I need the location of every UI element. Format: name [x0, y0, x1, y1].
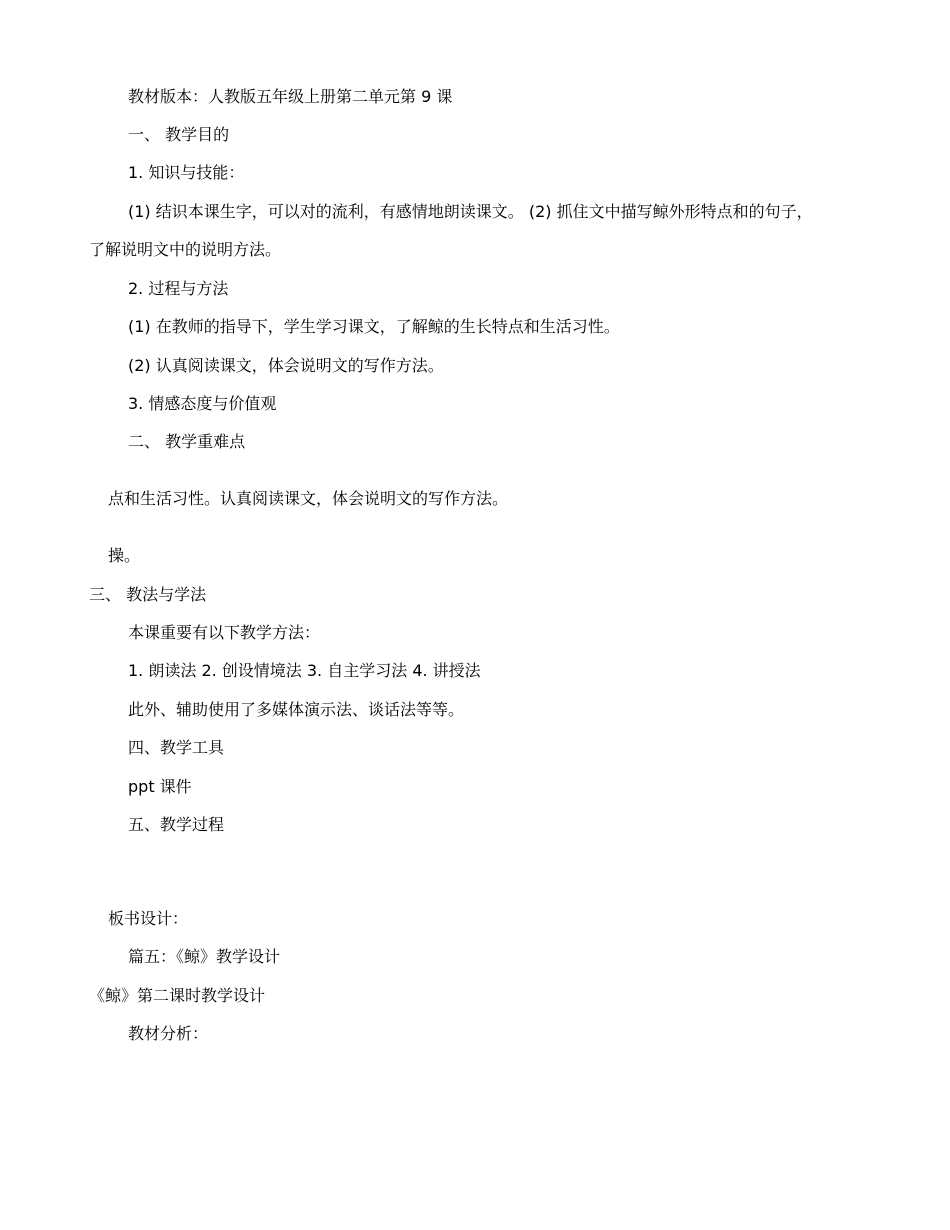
subheading-emotion-values: 3. 情感态度与价值观 — [128, 394, 277, 413]
textbook-analysis-label: 教材分析： — [128, 1024, 209, 1043]
methods-additional: 此外、辅助使用了多媒体演示法、谈话法等等。 — [128, 700, 465, 719]
second-lesson-title: 《鲸》第二课时教学设计 — [89, 986, 266, 1005]
section-heading-methods: 三、 教法与学法 — [89, 585, 207, 604]
objective-item-1-continued: 了解说明文中的说明方法。 — [89, 240, 282, 259]
section-heading-teaching-tools: 四、教学工具 — [128, 738, 225, 757]
section-heading-teaching-process: 五、教学过程 — [128, 815, 225, 834]
part-five-title: 篇五：《鲸》教学设计 — [128, 947, 281, 966]
methods-intro: 本课重要有以下教学方法： — [128, 623, 321, 642]
process-item-1: (1) 在教师的指导下，学生学习课文，了解鲸的生长特点和生活习性。 — [128, 317, 620, 336]
process-item-2: (2) 认真阅读课文，体会说明文的写作方法。 — [128, 356, 444, 375]
board-design-label: 板书设计： — [108, 909, 189, 928]
key-difficulties-text: 点和生活习性。认真阅读课文，体会说明文的写作方法。 — [108, 489, 509, 508]
subheading-process-methods: 2. 过程与方法 — [128, 279, 229, 298]
fragment-text: 操。 — [108, 546, 141, 565]
tools-ppt: ppt 课件 — [128, 777, 192, 796]
textbook-version-line: 教材版本：人教版五年级上册第二单元第 9 课 — [128, 87, 453, 106]
section-heading-teaching-objectives: 一、 教学目的 — [128, 125, 230, 144]
subheading-knowledge-skills: 1. 知识与技能： — [128, 163, 245, 182]
section-heading-key-difficulties: 二、 教学重难点 — [128, 432, 246, 451]
objective-item-1: (1) 结识本课生字，可以对的流利，有感情地朗读课文。 (2) 抓住文中描写鲸外形特点和的句子， — [128, 202, 813, 221]
methods-list: 1. 朗读法 2. 创设情境法 3. 自主学习法 4. 讲授法 — [128, 661, 481, 680]
